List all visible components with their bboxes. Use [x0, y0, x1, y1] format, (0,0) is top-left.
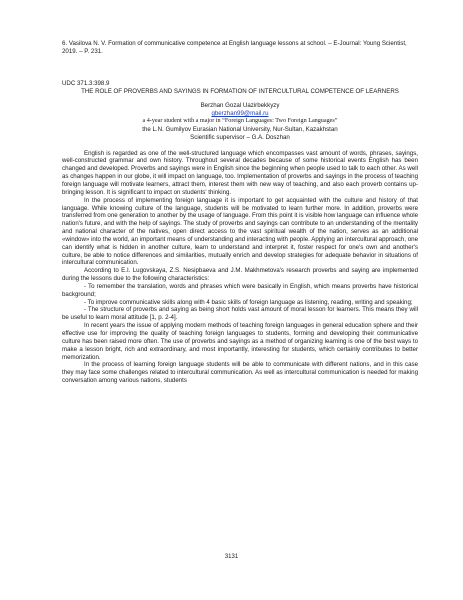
list-item: - To remember the translation, words and phrases which were basically in English, which means proverbs have historical background;: [62, 282, 418, 298]
author-name: Berzhan Gozal Uazirbekkyzy: [200, 102, 280, 110]
body-paragraph: According to E.I. Lugovskaya, Z.S. Nesipbaeva and J.M. Makhmetova's research proverbs and saying are implemented during the lessons due to the following characteristics:: [62, 267, 418, 283]
spacer: [62, 142, 418, 150]
body-paragraph: In recent years the issue of applying modern methods of teaching foreign languages in general education sphere and their effective use for improving the quality of teaching foreign languages to students, forming and developing their communicative culture has been raised more often. The use of proverbs and sayings as a method of organizing learning is one of the best ways to make a lesson bright, rich and extraordinary, and most importantly, interesting for students, which certainly contributes to better memorization.: [62, 322, 418, 361]
list-item: - To improve communicative skills along with 4 basic skills of foreign language as listening, reading, writing and speaking;: [84, 298, 413, 306]
body-paragraph: In the process of learning foreign language students will be able to communicate with different nations, and in this case they may face some challenges related to intercultural communication. As well as intercultural communication is needed for making conversation among various nations, students: [62, 361, 418, 385]
list-item: - The structure of proverbs and saying as being short holds vast amount of moral lesson for learners. This means they will be useful to learn moral attitude [1, p. 2-4].: [62, 306, 418, 322]
reference-item: 6. Vasilova N. V. Formation of communicative competence at English language lessons at school. – E-Journal: Young Scientist, 2019. – P. 231.: [62, 40, 407, 55]
page-number: 3131: [224, 554, 239, 560]
scientific-supervisor: Scientific supervisor – G.A. Doszhan: [190, 133, 290, 141]
article-title: THE ROLE OF PROVERBS AND SAYINGS IN FORMATION OF INTERCULTURAL COMPETENCE OF LEARNERS: [81, 87, 399, 95]
udc-code: UDC 371.3:398.9: [62, 79, 110, 87]
body-paragraph: English is regarded as one of the well-structured language which encompasses vast amount of words, phrases, sayings, well-constructed grammar and own history. Throughout several decades because of some historical events English has been changed and developed. Proverbs and sayings were in English since the beginning when people used to talk to each other. As well as changes happen in our globe, it will impact on language, too. Implementation of proverbs and sayings in the process of teaching foreign language will motivate learners, attract them, interest them with new way of teaching, and also each proverb contains up-bringing lesson. It is significant to impact on students' thinking.: [62, 149, 418, 196]
author-affiliation-university: the L.N. Gumilyov Eurasian National University, Nur-Sultan, Kazakhstan: [142, 125, 338, 133]
author-email-link[interactable]: gberzhan99@mail.ru: [211, 110, 269, 118]
body-paragraph: In the process of implementing foreign language it is important to get acquainted with the culture and history of that language. While knowing culture of the language, students will be motivated to learn further more. In addition, proverbs were transferred from one generation to another by the usage of language. From this point it is visible how language can influence whole nation's future, and with the help of sayings. The study of proverbs and sayings can contribute to an understanding of the mentality and national character of the natives, open direct access to the vast spiritual wealth of the nation, serves as an additional «window» into the world, an important means of understanding and interacting with people. Applying an intercultural approach, one can identify what is hidden in another culture, learn to understand and interpret it, foster respect for one's own and another's culture, be able to notice differences and similarities, mutually enrich and develop strategies for adequate behavior in situations of intercultural communication.: [62, 196, 418, 267]
author-affiliation-major: a 4-year student with a major in “Foreign Languages: Two Foreign Languages”: [142, 118, 338, 125]
article-page: [62, 40, 418, 385]
